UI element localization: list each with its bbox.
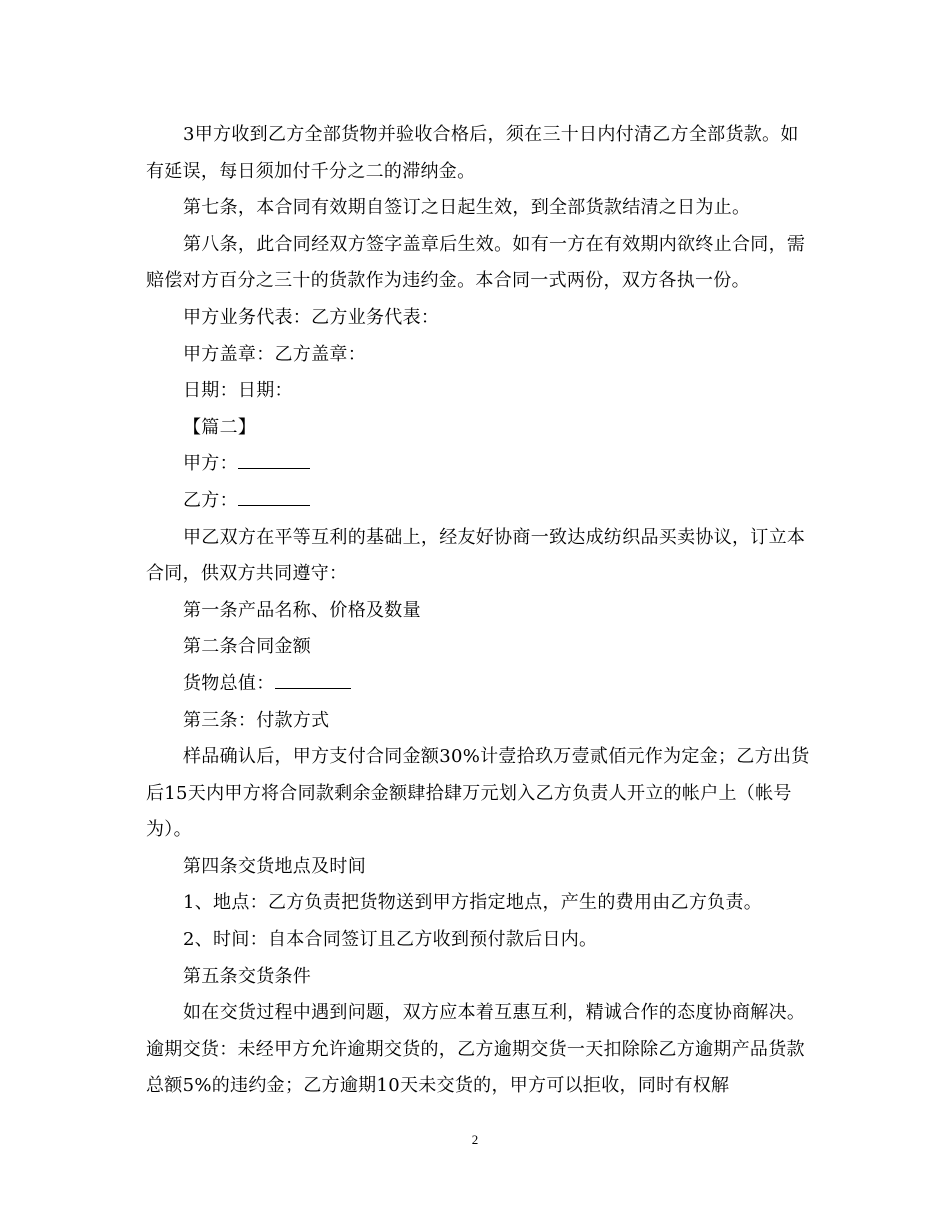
page-number: 2	[471, 1132, 479, 1147]
paragraph-payment-terms: 样品确认后，甲方支付合同金额30%计壹拾玖万壹贰佰元作为定金；乙方出货后15天内甲方将合同款剩余金额肆拾肆万元划入乙方负责人开立的帐户上（帐号为）。	[146, 746, 810, 841]
section-heading-part-two: 【篇二】	[183, 416, 257, 438]
paragraph-dates: 日期：日期：	[183, 380, 293, 402]
party-b-blank	[238, 484, 310, 506]
document-body	[146, 117, 810, 1105]
paragraph-preamble: 甲乙双方在平等互利的基础上，经友好协商一致达成纺织品买卖协议，订立本合同，供双方共同遵守：	[146, 526, 806, 585]
total-value-blank	[275, 667, 351, 689]
paragraph-delivery-location: 1、地点：乙方负责把货物送到甲方指定地点，产生的费用由乙方负责。	[183, 892, 763, 914]
paragraph-article-3: 第三条：付款方式	[183, 709, 330, 731]
party-a-line	[146, 446, 810, 483]
paragraph-delivery-time: 2、时间：自本合同签订且乙方收到预付款后日内。	[183, 929, 598, 951]
party-b-line	[146, 483, 810, 520]
total-value-line	[146, 666, 810, 703]
total-value-label: 货物总值：	[183, 672, 275, 694]
paragraph-article-4: 第四条交货地点及时间	[183, 855, 366, 877]
paragraph-article-8: 第八条，此合同经双方签字盖章后生效。如有一方在有效期内欲终止合同，需赔偿对方百分之三十的货款作为违约金。本合同一式两份，双方各执一份。	[146, 233, 806, 292]
party-a-blank	[238, 447, 310, 469]
paragraph-seals: 甲方盖章：乙方盖章：	[183, 343, 366, 365]
paragraph-article-1: 第一条产品名称、价格及数量	[183, 599, 421, 621]
paragraph-business-representatives: 甲方业务代表：乙方业务代表：	[183, 306, 440, 328]
party-b-label: 乙方：	[183, 489, 238, 511]
paragraph-payment-deadline: 3甲方收到乙方全部货物并验收合格后，须在三十日内付清乙方全部货款。如有延误，每日须加付千分之二的滞纳金。	[146, 124, 799, 182]
paragraph-article-7: 第七条，本合同有效期自签订之日起生效，到全部货款结清之日为止。	[183, 197, 751, 219]
paragraph-article-2: 第二条合同金额	[183, 636, 312, 658]
paragraph-delivery-conditions: 如在交货过程中遇到问题，双方应本着互惠互利，精诚合作的态度协商解决。逾期交货：未经甲方允许逾期交货的，乙方逾期交货一天扣除除乙方逾期产品货款总额5%的违约金；乙方逾期10天未交货的，甲方可以拒收，同时有权解	[146, 1002, 806, 1097]
paragraph-article-5: 第五条交货条件	[183, 965, 312, 987]
party-a-label: 甲方：	[183, 453, 238, 475]
